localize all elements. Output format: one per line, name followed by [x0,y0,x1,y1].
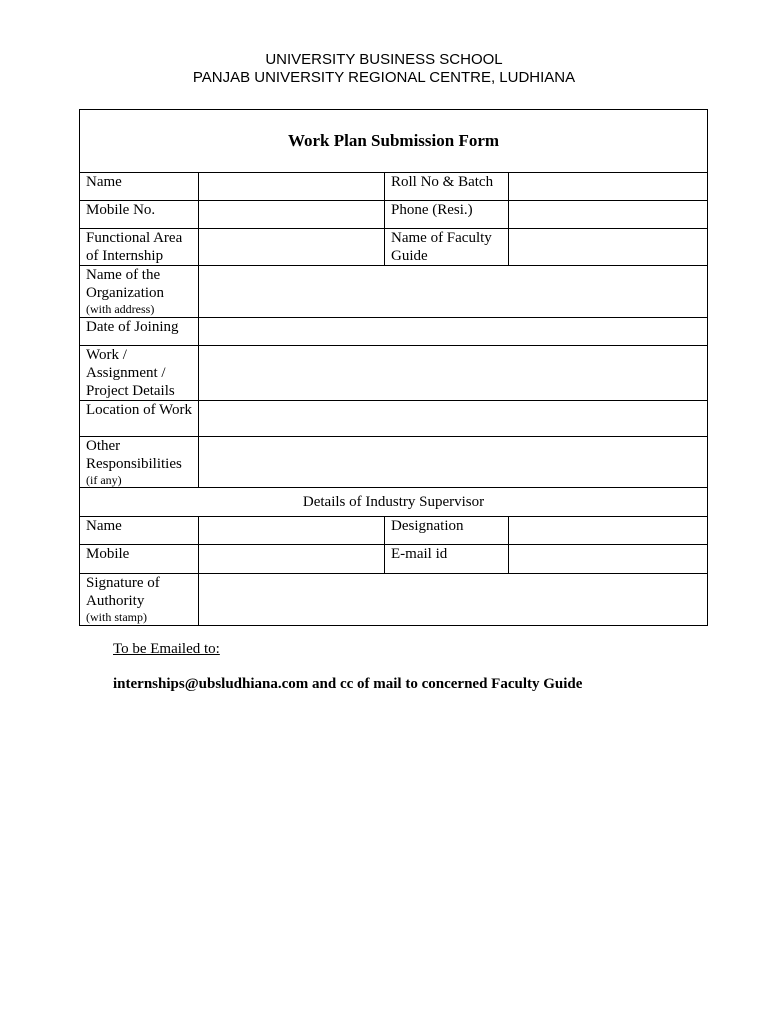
signature-label [80,574,199,626]
date-joining-label: Date of Joining [80,318,199,346]
other-responsibilities-field[interactable] [199,437,708,488]
signature-label-text: Signature of Authority [86,575,160,609]
other-responsibilities-note: (if any) [86,473,122,487]
faculty-guide-field[interactable] [509,229,708,266]
work-details-field[interactable] [199,346,708,401]
supervisor-email-label: E-mail id [385,545,509,574]
date-joining-field[interactable] [199,318,708,346]
functional-area-field[interactable] [199,229,385,266]
location-field[interactable] [199,401,708,437]
roll-no-label: Roll No & Batch [385,173,509,201]
signature-note: (with stamp) [86,610,147,624]
signature-field[interactable] [199,574,708,626]
supervisor-heading: Details of Industry Supervisor [80,488,708,517]
supervisor-designation-label: Designation [385,517,509,545]
supervisor-name-label: Name [80,517,199,545]
centre-name: PANJAB UNIVERSITY REGIONAL CENTRE, LUDHIANA [192,69,576,86]
school-name: UNIVERSITY BUSINESS SCHOOL [265,51,503,68]
phone-field[interactable] [509,201,708,229]
form-title: Work Plan Submission Form [80,110,708,173]
organization-field[interactable] [199,266,708,318]
other-responsibilities-text: Other Responsibilities [86,438,182,472]
emailed-to-label: To be Emailed to: [113,641,220,657]
faculty-guide-label: Name of Faculty Guide [385,229,509,266]
supervisor-designation-field[interactable] [509,517,708,545]
other-responsibilities-label [80,437,199,488]
document-header [0,51,768,87]
name-label: Name [80,173,199,201]
organization-label-text: Name of the Organization [86,267,165,301]
supervisor-name-field[interactable] [199,517,385,545]
mobile-field[interactable] [199,201,385,229]
phone-label: Phone (Resi.) [385,201,509,229]
work-details-label: Work / Assignment / Project Details [80,346,199,401]
organization-label [80,266,199,318]
functional-area-label: Functional Area of Internship [80,229,199,266]
work-plan-form-table [79,109,708,626]
organization-note: (with address) [86,302,155,316]
roll-no-field[interactable] [509,173,708,201]
supervisor-mobile-label: Mobile [80,545,199,574]
email-instruction: internships@ubsludhiana.com and cc of mail to concerned Faculty Guide [113,676,583,692]
name-field[interactable] [199,173,385,201]
supervisor-mobile-field[interactable] [199,545,385,574]
location-label: Location of Work [80,401,199,437]
mobile-label: Mobile No. [80,201,199,229]
supervisor-email-field[interactable] [509,545,708,574]
